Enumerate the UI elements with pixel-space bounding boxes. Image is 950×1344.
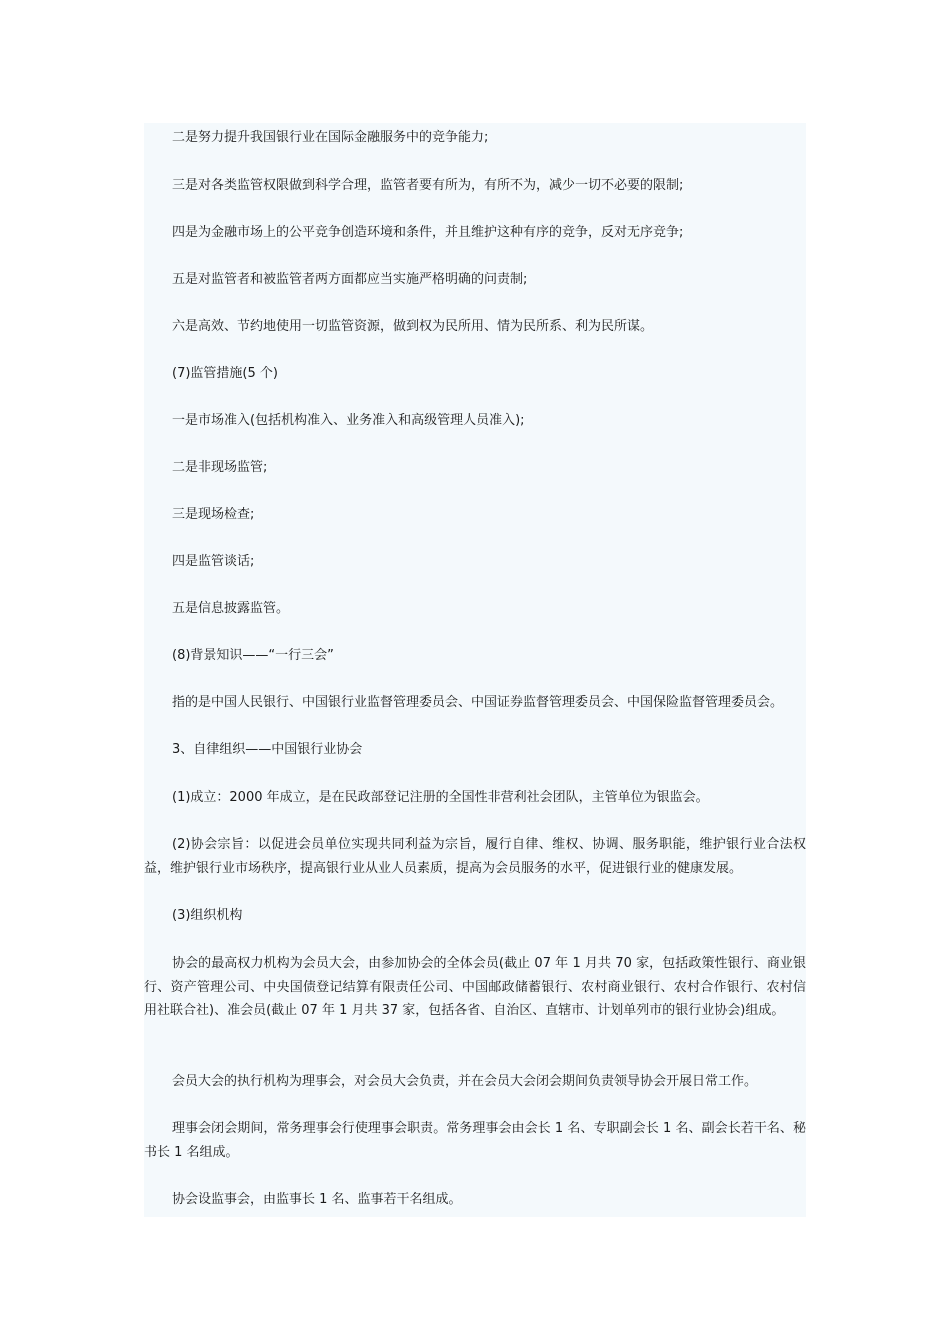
- paragraph: 二是非现场监管;: [172, 460, 268, 475]
- section-heading: (7)监管措施(5 个): [172, 366, 278, 381]
- paragraph: 五是信息披露监管。: [172, 601, 290, 616]
- paragraph: 协会的最高权力机构为会员大会，由参加协会的全体会员(截止 07 年 1 月共 70 家，包括政策性银行、商业银行、资产管理公司、中央国债登记结算有限责任公司、中国邮政储蓄银行、农村商业银行、农村合作银行、农村信用社联合社)、准会员(截止 07 年 1 月共 37 家，包括各省、自治区、直辖市、计划单列市的银行业协会)组成。: [144, 956, 806, 1018]
- section-heading: 3、自律组织——中国银行业协会: [172, 742, 363, 757]
- section-heading: (3)组织机构: [172, 908, 243, 923]
- paragraph: 指的是中国人民银行、中国银行业监督管理委员会、中国证券监督管理委员会、中国保险监督管理委员会。: [172, 695, 784, 710]
- paragraph: 协会设监事会，由监事长 1 名、监事若干名组成。: [172, 1192, 462, 1207]
- paragraph: 四是监管谈话;: [172, 554, 255, 569]
- paragraph: (1)成立：2000 年成立，是在民政部登记注册的全国性非营利社会团队，主管单位为银监会。: [172, 790, 709, 805]
- paragraph: 六是高效、节约地使用一切监管资源，做到权为民所用、情为民所系、利为民所谋。: [172, 319, 654, 334]
- paragraph: (2)协会宗旨：以促进会员单位实现共同利益为宗旨，履行自律、维权、协调、服务职能，维护银行业合法权益，维护银行业市场秩序，提高银行业从业人员素质，提高为会员服务的水平，促进银行业的健康发展。: [144, 837, 806, 876]
- paragraph: 会员大会的执行机构为理事会，对会员大会负责，并在会员大会闭会期间负责领导协会开展日常工作。: [172, 1074, 758, 1089]
- paragraph: 一是市场准入(包括机构准入、业务准入和高级管理人员准入);: [172, 413, 525, 428]
- paragraph: 二是努力提升我国银行业在国际金融服务中的竞争能力;: [172, 130, 489, 145]
- paragraph: 五是对监管者和被监管者两方面都应当实施严格明确的问责制;: [172, 272, 528, 287]
- paragraph: 理事会闭会期间，常务理事会行使理事会职责。常务理事会由会长 1 名、专职副会长 1 名、副会长若干名、秘书长 1 名组成。: [144, 1121, 806, 1160]
- paragraph: 三是对各类监管权限做到科学合理，监管者要有所为，有所不为，减少一切不必要的限制;: [172, 178, 684, 193]
- document-page: [144, 123, 806, 1217]
- paragraph: 三是现场检查;: [172, 507, 255, 522]
- paragraph: 四是为金融市场上的公平竞争创造环境和条件，并且维护这种有序的竞争，反对无序竞争;: [172, 225, 684, 240]
- section-heading: (8)背景知识——“一行三会”: [172, 648, 334, 663]
